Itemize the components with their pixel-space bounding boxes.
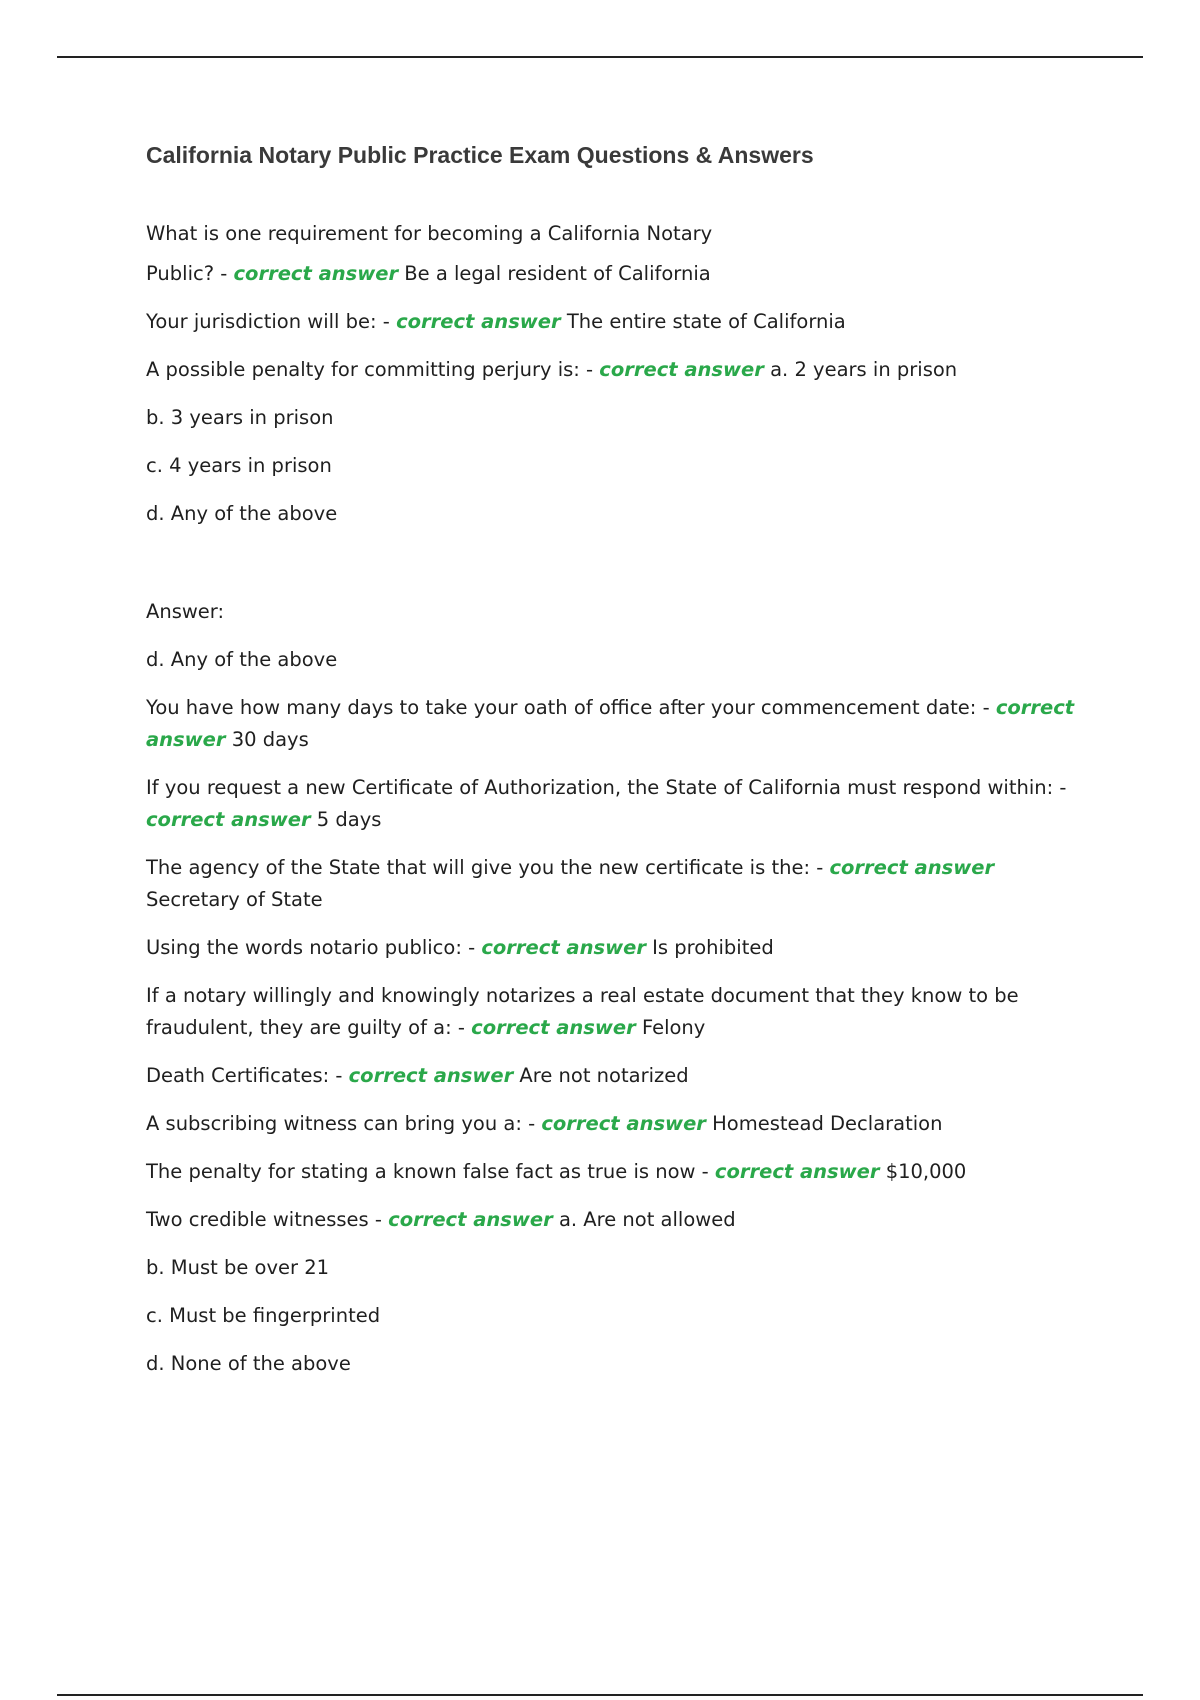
correct-answer-marker: correct answer <box>481 936 646 959</box>
question-text: The agency of the State that will give you the new certificate is the: - <box>146 856 824 879</box>
option-text: c. Must be fingerprinted <box>146 1304 381 1327</box>
answer-label-line <box>146 596 1076 628</box>
question-text: A possible penalty for committing perjury is: - <box>146 358 594 381</box>
qa-list <box>146 218 1076 1396</box>
answer-label: Answer: <box>146 600 225 623</box>
correct-answer-marker: correct answer <box>388 1208 553 1231</box>
correct-answer-marker: correct answer <box>396 310 561 333</box>
option-text: d. None of the above <box>146 1352 351 1375</box>
qa-line <box>146 772 1076 836</box>
question-text: Two credible witnesses - <box>146 1208 382 1231</box>
option-line <box>146 450 1076 482</box>
correct-answer-marker: correct answer <box>348 1064 514 1087</box>
question-text: Death Certificates: - <box>146 1064 343 1087</box>
qa-line <box>146 1108 1076 1140</box>
answer-text: Secretary of State <box>146 888 323 911</box>
option-line <box>146 1252 1076 1284</box>
correct-answer-marker: correct answer <box>829 856 995 879</box>
top-rule <box>57 56 1143 58</box>
bottom-rule <box>57 1694 1143 1696</box>
answer-text: 5 days <box>316 808 382 831</box>
question-text: Public? - <box>146 262 228 285</box>
document-title: California Notary Public Practice Exam Questions & Answers <box>146 142 814 168</box>
option-line <box>146 1348 1076 1380</box>
answer-text: The entire state of California <box>566 310 846 333</box>
correct-answer-marker: correct answer <box>233 262 399 285</box>
question-text: A subscribing witness can bring you a: - <box>146 1112 536 1135</box>
qa-line <box>146 1156 1076 1188</box>
answer-text: a. Are not allowed <box>558 1208 736 1231</box>
question-text: Your jurisdiction will be: - <box>146 310 390 333</box>
answer-text: Are not notarized <box>519 1064 689 1087</box>
qa-line <box>146 932 1076 964</box>
correct-answer-marker: correct answer <box>541 1112 706 1135</box>
question-text: Using the words notario publico: - <box>146 936 476 959</box>
spacer <box>146 546 1076 596</box>
correct-answer-marker: correct answer <box>599 358 764 381</box>
correct-answer-marker: correct answer <box>146 696 1075 751</box>
correct-answer-marker: correct answer <box>146 808 311 831</box>
answer-text: Felony <box>641 1016 706 1039</box>
question-text: You have how many days to take your oath of office after your commencement date: - <box>146 696 990 719</box>
question-text: What is one requirement for becoming a California Notary <box>146 222 713 245</box>
option-line <box>146 1300 1076 1332</box>
answer-text: Be a legal resident of California <box>404 262 711 285</box>
correct-answer-marker: correct answer <box>714 1160 880 1183</box>
qa-line <box>146 692 1076 756</box>
question-text: The penalty for stating a known false fact as true is now - <box>146 1160 709 1183</box>
qa-line <box>146 980 1076 1044</box>
qa-line <box>146 852 1076 916</box>
qa-line <box>146 258 1076 290</box>
question-text: If you request a new Certificate of Authorization, the State of California must respond within: - <box>146 776 1067 799</box>
qa-line <box>146 306 1076 338</box>
qa-line <box>146 218 1076 250</box>
qa-line <box>146 354 1076 386</box>
correct-answer-marker: correct answer <box>471 1016 636 1039</box>
answer-text: 30 days <box>231 728 309 751</box>
option-line <box>146 402 1076 434</box>
qa-line <box>146 1204 1076 1236</box>
answer-text: Homestead Declaration <box>712 1112 943 1135</box>
option-text: c. 4 years in prison <box>146 454 332 477</box>
option-text: b. Must be over 21 <box>146 1256 330 1279</box>
question-text: If a notary willingly and knowingly notarizes a real estate document that they know to be fraudulent, they are guilty of a: - <box>146 984 1019 1039</box>
option-text: b. 3 years in prison <box>146 406 334 429</box>
option-text: d. Any of the above <box>146 648 338 671</box>
qa-line <box>146 1060 1076 1092</box>
option-line <box>146 498 1076 530</box>
option-text: d. Any of the above <box>146 502 338 525</box>
option-line <box>146 644 1076 676</box>
answer-text: $10,000 <box>885 1160 967 1183</box>
answer-text: a. 2 years in prison <box>770 358 958 381</box>
answer-text: Is prohibited <box>652 936 774 959</box>
